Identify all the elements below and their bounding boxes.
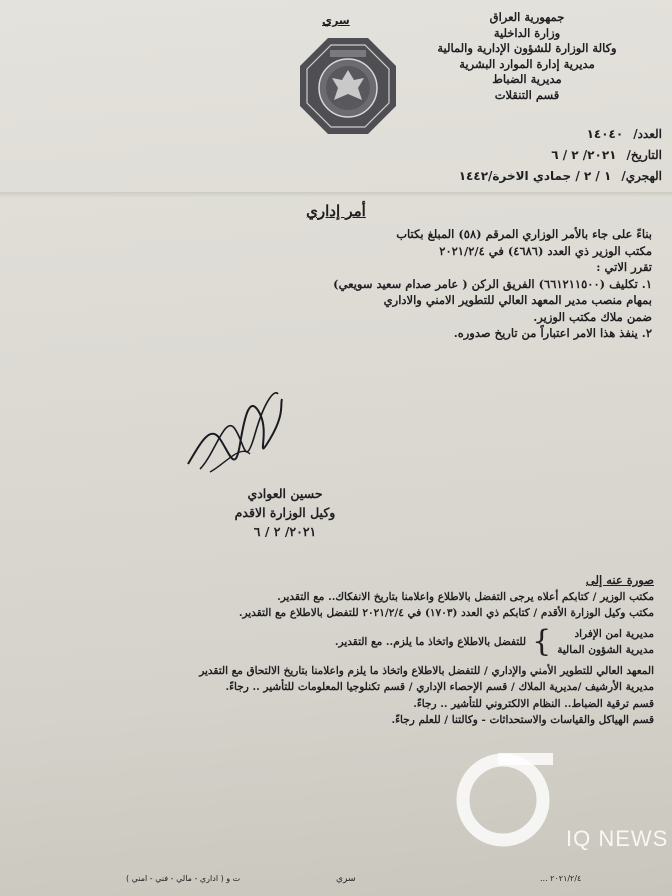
order-body [32,226,652,342]
signatory-date: ٢٠٢١/ ٢ / ٦ [253,524,317,539]
number-row [402,124,662,145]
brace-icon: } [532,624,552,659]
copies-section [14,572,654,729]
brace-items [557,626,654,659]
footer-code-right: ت و ( اداري - مالي - فني - امني ) [126,874,241,883]
copies-line: قسم الهياكل والقياسات والاستحداثات - وكالتنا / للعلم رجاءً. [391,714,654,726]
footer-classification: سري [336,874,356,884]
copies-line: مكتب وكيل الوزارة الأقدم / كتابكم ذي العدد (١٧٠٣) في ٢٠٢١/٢/٤ للتفضل بالاطلاع مع التقدير. [238,607,654,619]
brace-item: مديرية امن الإفراد [574,627,654,640]
signatory-position: وكيل الوزارة الاقدم [234,505,336,520]
body-line: بمهام منصب مدير المعهد العالي للتطوير الامني والاداري [383,293,652,307]
date-label: التاريخ/ [626,148,662,162]
date-value: ٢٠٢١/ ٢ / ٦ [551,148,617,162]
body-line: بناءً على جاء بالأمر الوزاري المرقم (٥٨) المبلغ بكتاب [396,227,652,241]
signatory-name: حسين العوادي [247,486,323,501]
brace-text: للتفضل بالاطلاع واتخاذ ما يلزم.. مع التقدير. [334,635,527,648]
document-meta [402,124,662,187]
classification-top: سري [322,14,350,27]
number-value: ١٤٠٤٠ [586,127,624,141]
copies-line: مديرية الأرشيف /مديرية الملاك / قسم الإحصاء الإداري / قسم تكنلوجيا المعلومات للتأشير .. رجاءً. [225,681,654,693]
ministry-emblem-icon [298,36,398,136]
date-row [402,145,662,166]
watermark-text: IQ NEWS [566,826,669,851]
order-title: أمر إداري [306,202,366,220]
copies-line: قسم ترقية الضباط.. النظام الالكتروني للتأشير .. رجاءً. [413,697,654,710]
body-line: مكتب الوزير ذي العدد (٤٦٨٦) في ٢٠٢١/٢/٤ [439,243,652,258]
body-line: ضمن ملاك مكتب الوزير. [533,309,652,324]
letterhead-line: مديرية الضباط [492,72,562,86]
letterhead-line: قسم التنقلات [494,87,560,102]
copies-line: مكتب الوزير / كتابكم أعلاه يرجى التفضل بالاطلاع واعلامنا بتاريخ الانفكاك.. مع التقدير. [277,590,654,603]
paper-fold [0,192,672,198]
copies-heading: صورة عنه إلى [585,573,654,587]
copies-line: المعهد العالي للتطوير الأمني والإداري / للتفضل بالاطلاع واتخاذ ما يلزم واعلامنا بتاريخ الالتحاق مع التقدير [199,664,654,677]
hijri-value: ١ / ٢ / جمادي الاخرة/١٤٤٢ [458,169,612,183]
brace-item: مديرية الشؤون المالية [557,644,654,656]
handwritten-signature [180,384,290,484]
hijri-label: الهجري/ [621,169,662,183]
letterhead [392,10,662,103]
signatory-block [220,484,350,541]
letterhead-line: جمهورية العراق [489,10,565,24]
footer-code-left: ٢٠٢١/٢/٤ ... [540,874,582,883]
letterhead-line: وزارة الداخلية [493,25,561,40]
letterhead-line: وكالة الوزارة للشؤون الإدارية والمالية [437,41,617,55]
number-label: العدد/ [633,127,662,141]
hijri-row [402,166,662,187]
body-line: ١. تكليف (٦٦١٢١١٥٠٠) الفريق الركن ( عامر صدام سعيد سويعي) [333,276,652,291]
body-line: ٢. ينفذ هذا الامر اعتباراً من تاريخ صدوره. [453,326,652,340]
copies-brace-block [14,626,654,659]
letterhead-line: مديرية إدارة الموارد البشرية [459,56,595,71]
iqnews-logo-icon [448,745,558,855]
body-line: تقرر الاتي : [596,260,652,274]
